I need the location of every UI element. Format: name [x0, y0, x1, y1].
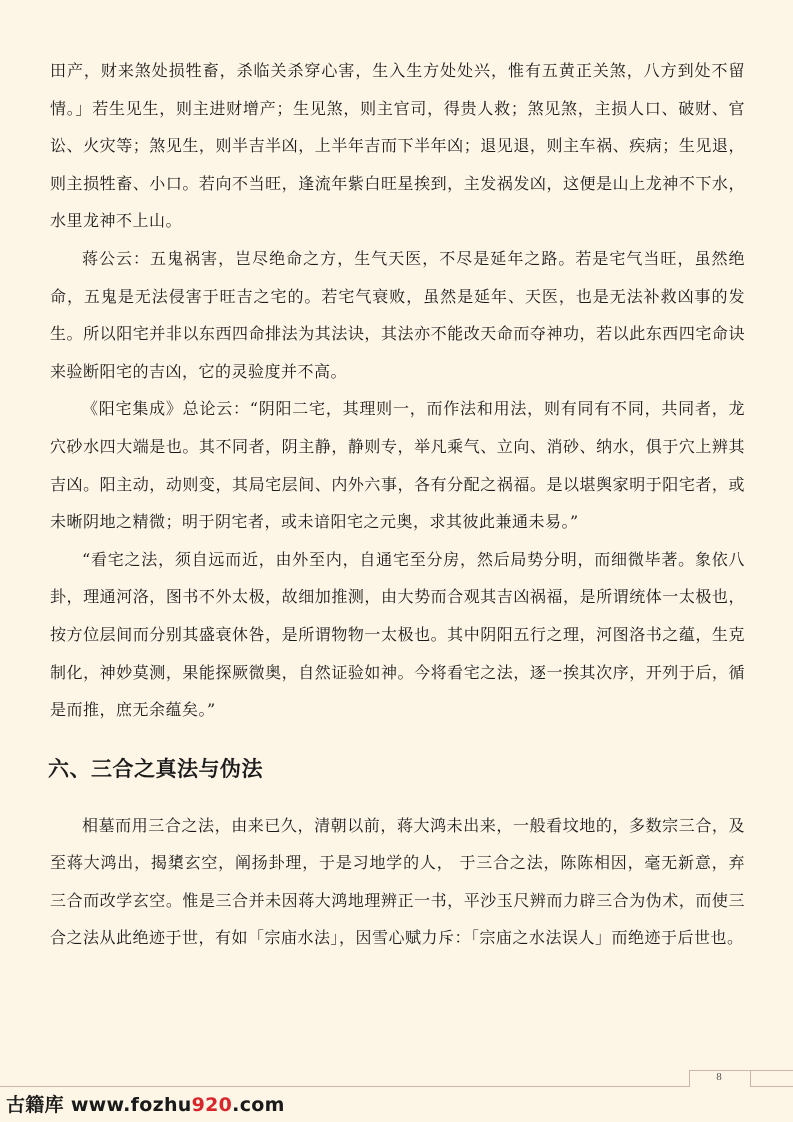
document-body [50, 52, 745, 957]
paragraph-yangzhai-jicheng: 《阳宅集成》总论云：“阴阳二宅，其理则一，而作法和用法，则有同有不同，共同者，龙穴砂水四大端是也。其不同者，阴主静，静则专，举凡乘气、立向、消砂、纳水，俱于穴上辨其吉凶。阳主动，动则变，其局宅层间、内外六事，各有分配之祸福。是以堪舆家明于阳宅者，或未晰阴地之精微；明于阴宅者，或未谙阳宅之元奥，求其彼此兼通未易。” [50, 399, 745, 532]
watermark-accent-text: 920 [191, 1094, 233, 1116]
paragraph-zibai-stars: 田产，财来煞处损牲畜，杀临关杀穿心害，生入生方处处兴，惟有五黄正关煞，八方到处不留情。」若生见生，则主进财增产；生见煞，则主官司，得贵人救；煞见煞，主损人口、破财、官讼、火灾等；煞见生，则半吉半凶，上半年吉而下半年凶；退见退，则主车祸、疾病；生见退，则主损牲畜、小口。若向不当旺，逢流年紫白旺星挨到，主发祸发凶，这便是山上龙神不下水，水里龙神不上山。 [50, 61, 745, 231]
footer-divider [0, 1086, 793, 1087]
watermark-site-text: 古籍库 www.fozhu [6, 1094, 192, 1116]
paragraph-sanhe: 相墓而用三合之法，由来已久，清朝以前，蒋大鸿未出来，一般看坟地的，多数宗三合，及至蒋大鸿出，揭橥玄空，阐扬卦理，于是习地学的人， 于三合之法，陈陈相因，毫无新意，弃三合而改学玄空。惟是三合并未因蒋大鸿地理辨正一书，平沙玉尺辨而力辟三合为伪术，而使三合之法从此绝迹于世，有如「宗庙水法」，因雪心赋力斥：「宗庙之水法误人」而绝迹于后世也。 [50, 815, 745, 948]
section-heading: 六、三合之真法与伪法 [48, 756, 263, 781]
paragraph-jiang-gong: 蒋公云：五鬼祸害，岂尽绝命之方，生气天医，不尽是延年之路。若是宅气当旺，虽然绝命，五鬼是无法侵害于旺吉之宅的。若宅气衰败，虽然是延年、天医，也是无法补救凶事的发生。所以阳宅并非以东西四命排法为其法诀，其法亦不能改天命而夺神功，若以此东西四宅命诀来验断阳宅的吉凶，它的灵验度并不高。 [50, 248, 745, 381]
paragraph-kan-zhai-zhi-fa: “看宅之法，须自远而近，由外至内，自通宅至分房，然后局势分明，而细微毕著。象依八卦，理通河洛，图书不外太极，故细加推测，由大势而合观其吉凶祸福，是所谓统体一太极也，按方位层间而分别其盛衰休咎，是所谓物物一太极也。其中阴阳五行之理，河图洛书之蕴，生克制化，神妙莫测，果能探厥微奥，自然证验如神。今将看宅之法，逐一挨其次序，开列于后，循是而推，庶无余蕴矣。” [50, 549, 745, 720]
watermark-suffix-text: .com [232, 1094, 285, 1116]
page-number-box-tail [749, 1070, 793, 1071]
page-number: 8 [716, 1071, 722, 1083]
site-watermark[interactable] [6, 1090, 285, 1117]
